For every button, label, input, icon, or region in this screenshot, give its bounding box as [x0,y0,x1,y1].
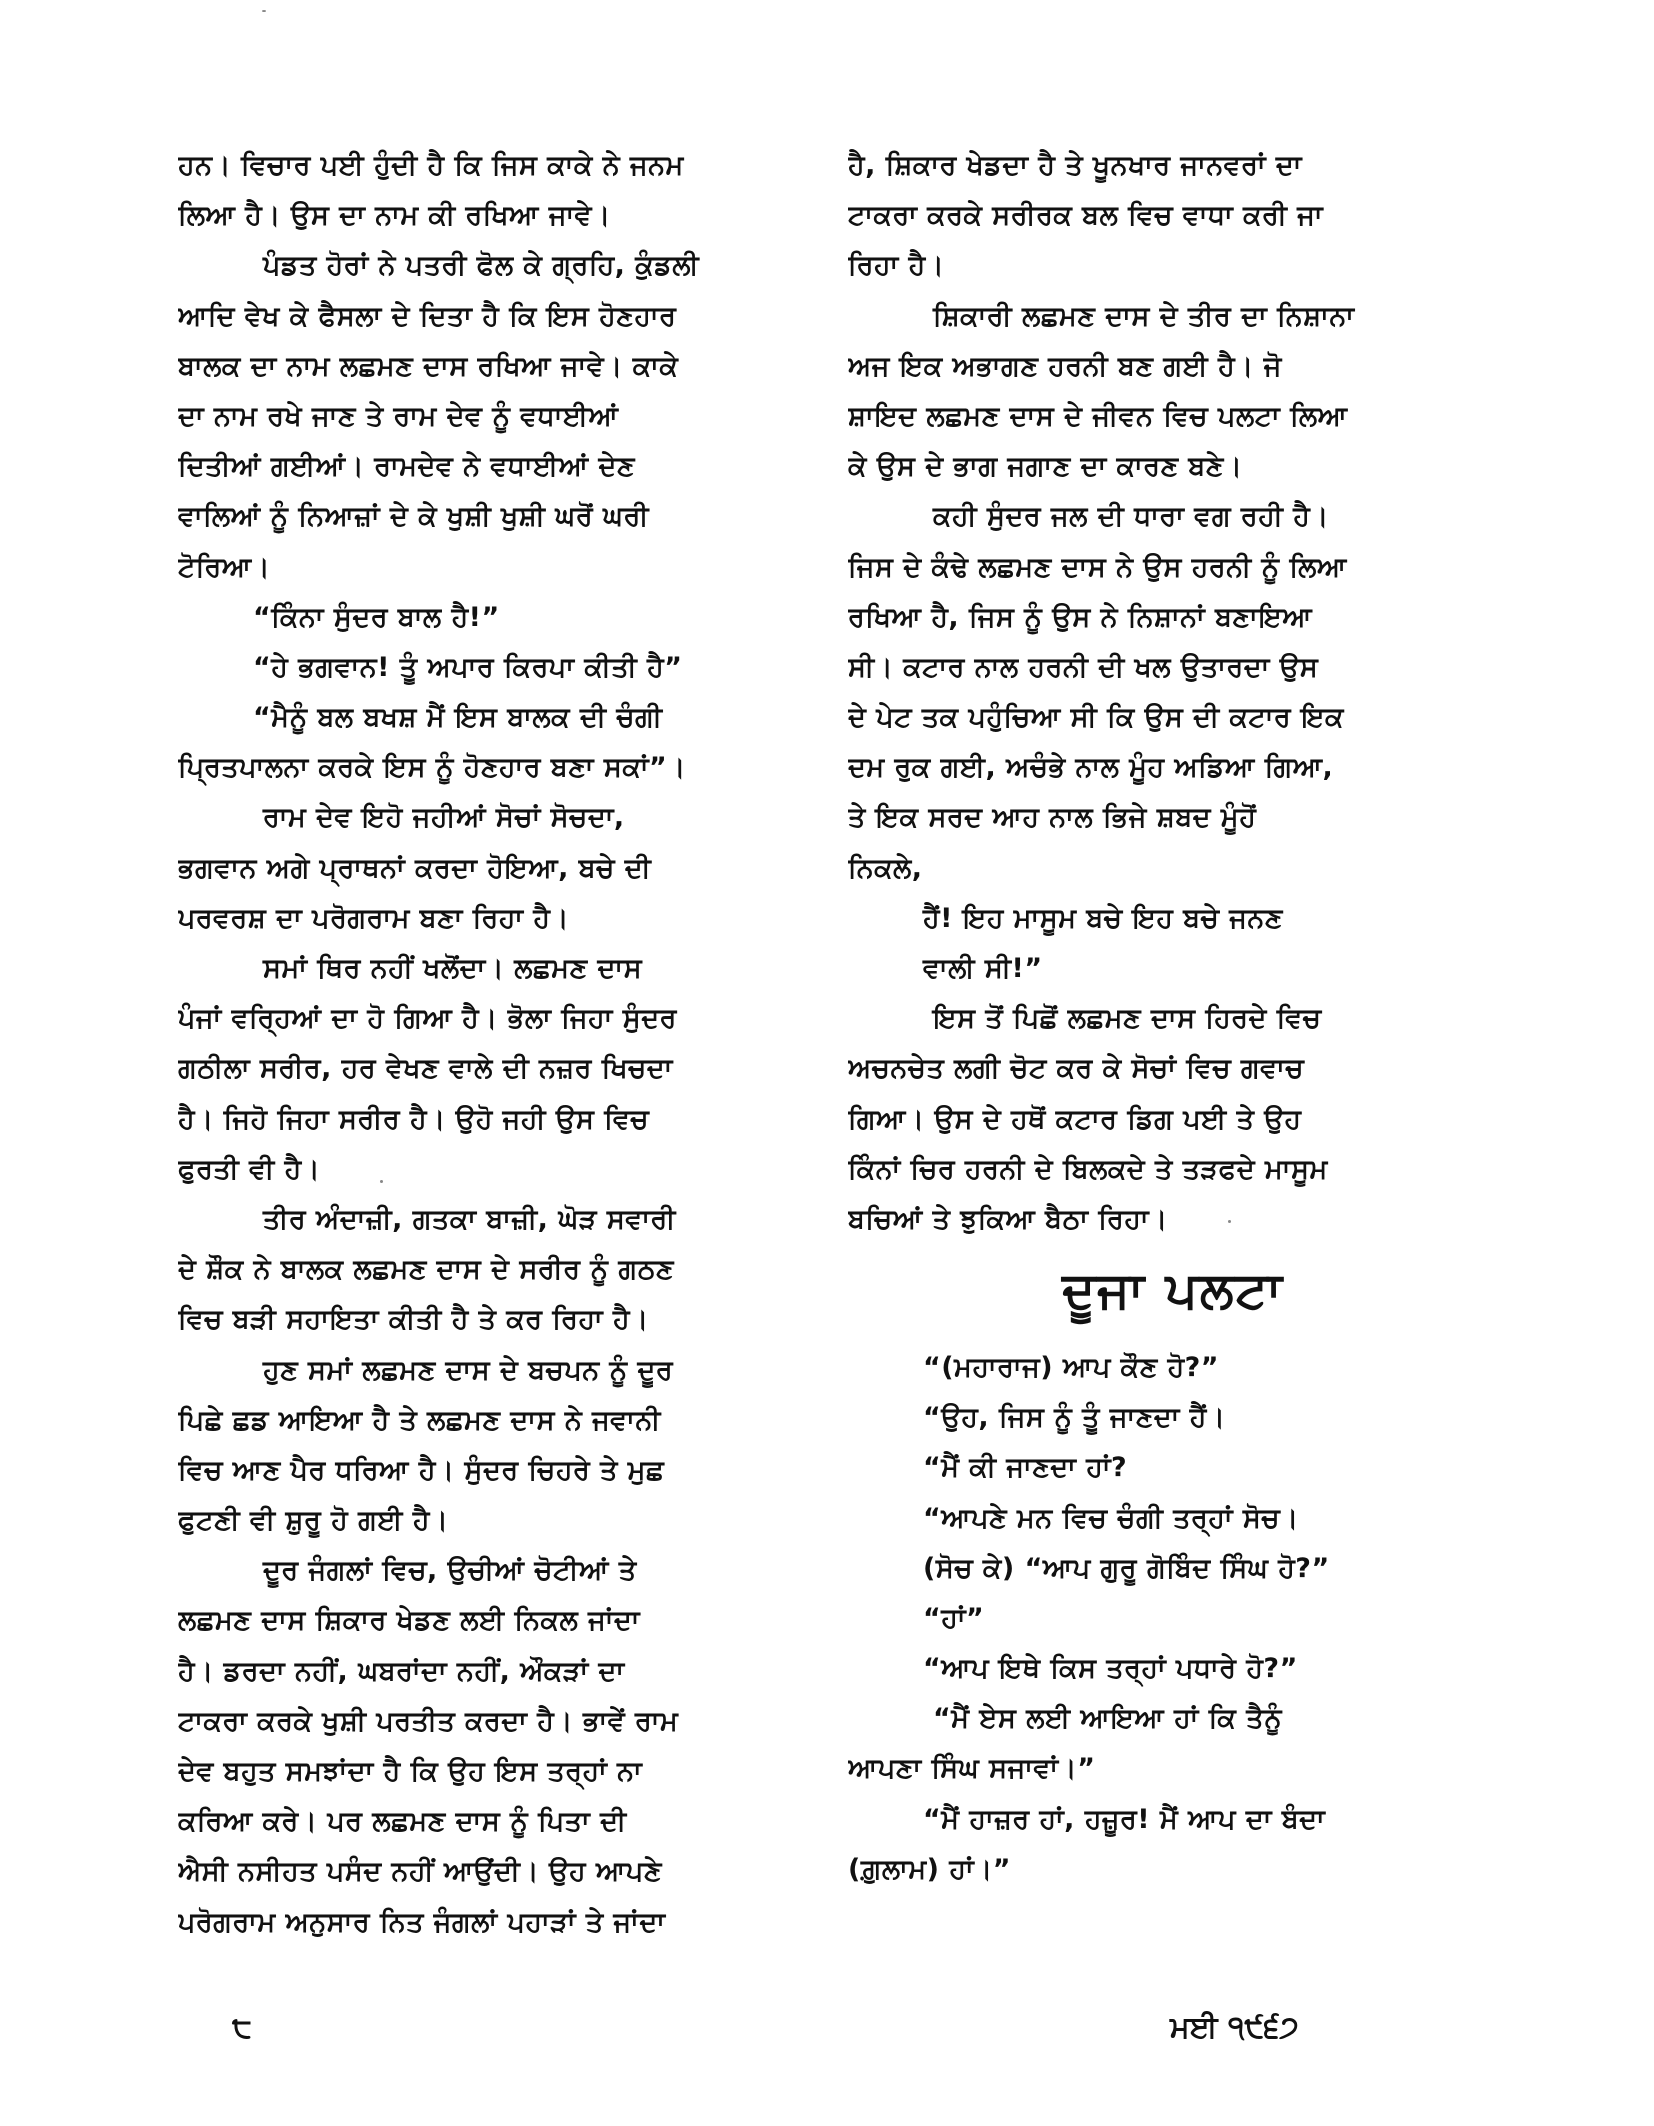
quote-line: “ਹੇ ਭਗਵਾਨ! ਤੂੰ ਅਪਾਰ ਕਿਰਪਾ ਕੀਤੀ ਹੈ” [253,651,683,683]
dialogue-line: “ਮੈਂ ਹਾਜ਼ਰ ਹਾਂ, ਹਜ਼ੂਰ! ਮੈਂ ਆਪ ਦਾ ਬੰਦਾ [923,1803,1326,1835]
paragraph-start: ਹੁਣ ਸਮਾਂ ਲਛਮਣ ਦਾਸ ਦੇ ਬਚਪਨ ਨੂੰ ਦੂਰ [263,1354,674,1386]
right-column [848,148,1498,1902]
text-line: ਹਨ। ਵਿਚਾਰ ਪਈ ਹੁੰਦੀ ਹੈ ਕਿ ਜਿਸ ਕਾਕੇ ਨੇ ਜਨਮ [178,150,684,181]
text-line: ਕੇ ਉਸ ਦੇ ਭਾਗ ਜਗਾਣ ਦਾ ਕਾਰਣ ਬਣੇ। [848,451,1243,483]
scan-speck [1228,1220,1231,1223]
dialogue-line: “ਹਾਂ” [923,1602,985,1634]
text-line: ਹੈ, ਸ਼ਿਕਾਰ ਖੇਡਦਾ ਹੈ ਤੇ ਖੂਨਖਾਰ ਜਾਨਵਰਾਂ ਦਾ [848,150,1302,181]
text-line: ਦੇ ਸ਼ੌਕ ਨੇ ਬਾਲਕ ਲਛਮਣ ਦਾਸ ਦੇ ਸਰੀਰ ਨੂੰ ਗਠਣ [178,1254,674,1286]
text-line: ਪਰਵਰਸ਼ ਦਾ ਪਰੋਗਰਾਮ ਬਣਾ ਰਿਹਾ ਹੈ। [178,902,570,934]
scan-speck [262,10,266,12]
text-line: ਅਜ ਇਕ ਅਭਾਗਣ ਹਰਨੀ ਬਣ ਗਈ ਹੈ। ਜੋ [848,350,1282,382]
paragraph-start: ਕਹੀ ਸੁੰਦਰ ਜਲ ਦੀ ਧਾਰਾ ਵਗ ਰਹੀ ਹੈ। [933,501,1330,533]
text-line: ਫੁਰਤੀ ਵੀ ਹੈ। [178,1153,321,1185]
text-line: ਪਿਛੇ ਛਡ ਆਇਆ ਹੈ ਤੇ ਲਛਮਣ ਦਾਸ ਨੇ ਜਵਾਨੀ [178,1404,661,1436]
text-line: ਪਰੋਗਰਾਮ ਅਨੁਸਾਰ ਨਿਤ ਜੰਗਲਾਂ ਪਹਾੜਾਂ ਤੇ ਜਾਂਦਾ [178,1906,666,1938]
text-line: ਗਠੀਲਾ ਸਰੀਰ, ਹਰ ਵੇਖਣ ਵਾਲੇ ਦੀ ਨਜ਼ਰ ਖਿਚਦਾ [178,1053,673,1085]
scan-speck [380,1180,383,1183]
text-line: ਤੇ ਇਕ ਸਰਦ ਆਹ ਨਾਲ ਭਿਜੇ ਸ਼ਬਦ ਮੂੰਹੋਂ [848,802,1257,834]
left-column [178,148,818,1955]
text-line: ਕਿੰਨਾਂ ਚਿਰ ਹਰਨੀ ਦੇ ਬਿਲਕਦੇ ਤੇ ਤੜਫਦੇ ਮਾਸੂਮ [848,1153,1328,1185]
text-line: ਨਿਕਲੇ, [848,852,923,884]
dialogue-line: “ਆਪ ਇਥੇ ਕਿਸ ਤਰ੍ਹਾਂ ਪਧਾਰੇ ਹੋ?” [923,1653,1298,1685]
text-line: ਹੈ। ਜਿਹੋ ਜਿਹਾ ਸਰੀਰ ਹੈ। ਉਹੋ ਜਹੀ ਉਸ ਵਿਚ [178,1103,650,1135]
text-line: ਸੀ। ਕਟਾਰ ਨਾਲ ਹਰਨੀ ਦੀ ਖਲ ਉਤਾਰਦਾ ਉਸ [848,651,1319,683]
page-number: ੮ [232,2010,252,2045]
text-line: ਟਾਕਰਾ ਕਰਕੇ ਖੁਸ਼ੀ ਪਰਤੀਤ ਕਰਦਾ ਹੈ। ਭਾਵੇਂ ਰਾਮ [178,1705,679,1737]
quote-line: ਵਾਲੀ ਸੀ!” [923,953,1043,984]
text-line: ਫੁਟਣੀ ਵੀ ਸ਼ੁਰੂ ਹੋ ਗਈ ਹੈ। [178,1505,449,1537]
text-line: ਵਿਚ ਬੜੀ ਸਹਾਇਤਾ ਕੀਤੀ ਹੈ ਤੇ ਕਰ ਰਿਹਾ ਹੈ। [178,1304,649,1336]
issue-date: ਮਈ ੧੯੬੭ [1170,2010,1299,2045]
text-line: ਦਿਤੀਆਂ ਗਈਆਂ। ਰਾਮਦੇਵ ਨੇ ਵਧਾਈਆਂ ਦੇਣ [178,451,635,483]
text-line: ਦਮ ਰੁਕ ਗਈ, ਅਚੰਭੇ ਨਾਲ ਮੂੰਹ ਅਡਿਆ ਗਿਆ, [848,752,1334,784]
text-line: ਟੋਰਿਆ। [178,551,271,583]
quote-line: “ਕਿੰਨਾ ਸੁੰਦਰ ਬਾਲ ਹੈ!” [253,601,500,633]
text-line: ਪ੍ਰਿਤਪਾਲਨਾ ਕਰਕੇ ਇਸ ਨੂੰ ਹੋਣਹਾਰ ਬਣਾ ਸਕਾਂ”। [178,752,686,784]
section-heading: ਦੂਜਾ ਪਲਟਾ [1062,1260,1284,1319]
dialogue-line: “ਮੈਂ ਏਸ ਲਈ ਆਇਆ ਹਾਂ ਕਿ ਤੈਨੂੰ [933,1703,1283,1735]
dialogue-line: “ਆਪਣੇ ਮਨ ਵਿਚ ਚੰਗੀ ਤਰ੍ਹਾਂ ਸੋਚ। [923,1502,1299,1534]
paragraph-start: ਰਾਮ ਦੇਵ ਇਹੋ ਜਹੀਆਂ ਸੋਚਾਂ ਸੋਚਦਾ, [263,802,625,834]
text-line: ਹੈ। ਡਰਦਾ ਨਹੀਂ, ਘਬਰਾਂਦਾ ਨਹੀਂ, ਔਕੜਾਂ ਦਾ [178,1655,625,1687]
paragraph-start: ਸਮਾਂ ਥਿਰ ਨਹੀਂ ਖਲੋਂਦਾ। ਲਛਮਣ ਦਾਸ [263,953,643,984]
text-line: ਭਗਵਾਨ ਅਗੇ ਪ੍ਰਾਥਨਾਂ ਕਰਦਾ ਹੋਇਆ, ਬਚੇ ਦੀ [178,852,652,884]
text-line: ਜਿਸ ਦੇ ਕੰਢੇ ਲਛਮਣ ਦਾਸ ਨੇ ਉਸ ਹਰਨੀ ਨੂੰ ਲਿਆ [848,551,1347,583]
text-line: ਆਦਿ ਵੇਖ ਕੇ ਫੈਸਲਾ ਦੇ ਦਿਤਾ ਹੈ ਕਿ ਇਸ ਹੋਣਹਾਰ [178,300,677,332]
text-line: ਵਾਲਿਆਂ ਨੂੰ ਨਿਆਜ਼ਾਂ ਦੇ ਕੇ ਖੁਸ਼ੀ ਖੁਸ਼ੀ ਘਰੋਂ ਘਰੀ [178,501,649,533]
text-line: ਟਾਕਰਾ ਕਰਕੇ ਸਰੀਰਕ ਬਲ ਵਿਚ ਵਾਧਾ ਕਰੀ ਜਾ [848,200,1324,232]
dialogue-line: “(ਮਹਾਰਾਜ) ਆਪ ਕੌਣ ਹੋ?” [923,1351,1220,1383]
dialogue-line: (ਗ਼ੁਲਾਮ) ਹਾਂ।” [848,1853,1012,1885]
text-line: ਦੇ ਪੇਟ ਤਕ ਪਹੁੰਚਿਆ ਸੀ ਕਿ ਉਸ ਦੀ ਕਟਾਰ ਇਕ [848,702,1344,734]
paragraph-start: ਤੀਰ ਅੰਦਾਜ਼ੀ, ਗਤਕਾ ਬਾਜ਼ੀ, ਘੋੜ ਸਵਾਰੀ [263,1203,676,1235]
quote-line: ਹੈਂ! ਇਹ ਮਾਸੂਮ ਬਚੇ ਇਹ ਬਚੇ ਜਨਣ [923,902,1283,934]
text-line: ਬਾਲਕ ਦਾ ਨਾਮ ਲਛਮਣ ਦਾਸ ਰਖਿਆ ਜਾਵੇ। ਕਾਕੇ [178,350,679,382]
text-line: ਦੇਵ ਬਹੁਤ ਸਮਝਾਂਦਾ ਹੈ ਕਿ ਉਹ ਇਸ ਤਰ੍ਹਾਂ ਨਾ [178,1756,643,1787]
dialogue-line: “ਉਹ, ਜਿਸ ਨੂੰ ਤੂੰ ਜਾਣਦਾ ਹੈਂ। [923,1402,1226,1434]
text-line: ਸ਼ਾਇਦ ਲਛਮਣ ਦਾਸ ਦੇ ਜੀਵਨ ਵਿਚ ਪਲਟਾ ਲਿਆ [848,400,1348,432]
text-line: ਐਸੀ ਨਸੀਹਤ ਪਸੰਦ ਨਹੀਂ ਆਉਂਦੀ। ਉਹ ਆਪਣੇ [178,1856,662,1888]
text-line: ਕਰਿਆ ਕਰੇ। ਪਰ ਲਛਮਣ ਦਾਸ ਨੂੰ ਪਿਤਾ ਦੀ [178,1806,627,1838]
paragraph-start: ਇਸ ਤੋਂ ਪਿਛੋਂ ਲਛਮਣ ਦਾਸ ਹਿਰਦੇ ਵਿਚ [933,1003,1322,1035]
text-line: ਰਿਹਾ ਹੈ। [848,250,945,282]
text-line: ਰਖਿਆ ਹੈ, ਜਿਸ ਨੂੰ ਉਸ ਨੇ ਨਿਸ਼ਾਨਾਂ ਬਣਾਇਆ [848,601,1313,633]
dialogue-line: ਆਪਣਾ ਸਿੰਘ ਸਜਾਵਾਂ।” [848,1753,1096,1785]
text-line: ਵਿਚ ਆਣ ਪੈਰ ਧਰਿਆ ਹੈ। ਸੁੰਦਰ ਚਿਹਰੇ ਤੇ ਮੁਛ [178,1454,665,1486]
paragraph-start: ਦੂਰ ਜੰਗਲਾਂ ਵਿਚ, ਉਚੀਆਂ ਚੋਟੀਆਂ ਤੇ [263,1555,637,1587]
dialogue-line: “ਮੈਂ ਕੀ ਜਾਣਦਾ ਹਾਂ? [923,1452,1128,1484]
quote-line: “ਮੈਨੂੰ ਬਲ ਬਖਸ਼ ਮੈਂ ਇਸ ਬਾਲਕ ਦੀ ਚੰਗੀ [253,702,663,734]
text-line: ਪੰਜਾਂ ਵਰ੍ਹਿਆਂ ਦਾ ਹੋ ਗਿਆ ਹੈ। ਭੋਲਾ ਜਿਹਾ ਸੁੰਦਰ [178,1003,677,1035]
text-line: ਅਚਨਚੇਤ ਲਗੀ ਚੋਟ ਕਰ ਕੇ ਸੋਚਾਂ ਵਿਚ ਗਵਾਚ [848,1053,1305,1085]
text-line: ਦਾ ਨਾਮ ਰਖੇ ਜਾਣ ਤੇ ਰਾਮ ਦੇਵ ਨੂੰ ਵਧਾਈਆਂ [178,400,619,432]
paragraph-start: ਸ਼ਿਕਾਰੀ ਲਛਮਣ ਦਾਸ ਦੇ ਤੀਰ ਦਾ ਨਿਸ਼ਾਨਾ [933,300,1355,332]
text-line: ਬਚਿਆਂ ਤੇ ਝੁਕਿਆ ਬੈਠਾ ਰਿਹਾ। [848,1203,1168,1235]
paragraph-start: ਪੰਡਤ ਹੋਰਾਂ ਨੇ ਪਤਰੀ ਫੋਲ ਕੇ ਗ੍ਰਹਿ, ਕੁੰਡਲੀ [263,250,700,282]
text-line: ਗਿਆ। ਉਸ ਦੇ ਹਥੋਂ ਕਟਾਰ ਡਿਗ ਪਈ ਤੇ ਉਹ [848,1103,1302,1135]
text-line: ਲਛਮਣ ਦਾਸ ਸ਼ਿਕਾਰ ਖੇਡਣ ਲਈ ਨਿਕਲ ਜਾਂਦਾ [178,1605,640,1637]
dialogue-line: (ਸੋਚ ਕੇ) “ਆਪ ਗੁਰੂ ਗੋਬਿੰਦ ਸਿੰਘ ਹੋ?” [923,1552,1330,1584]
text-line: ਲਿਆ ਹੈ। ਉਸ ਦਾ ਨਾਮ ਕੀ ਰਖਿਆ ਜਾਵੇ। [178,200,611,232]
